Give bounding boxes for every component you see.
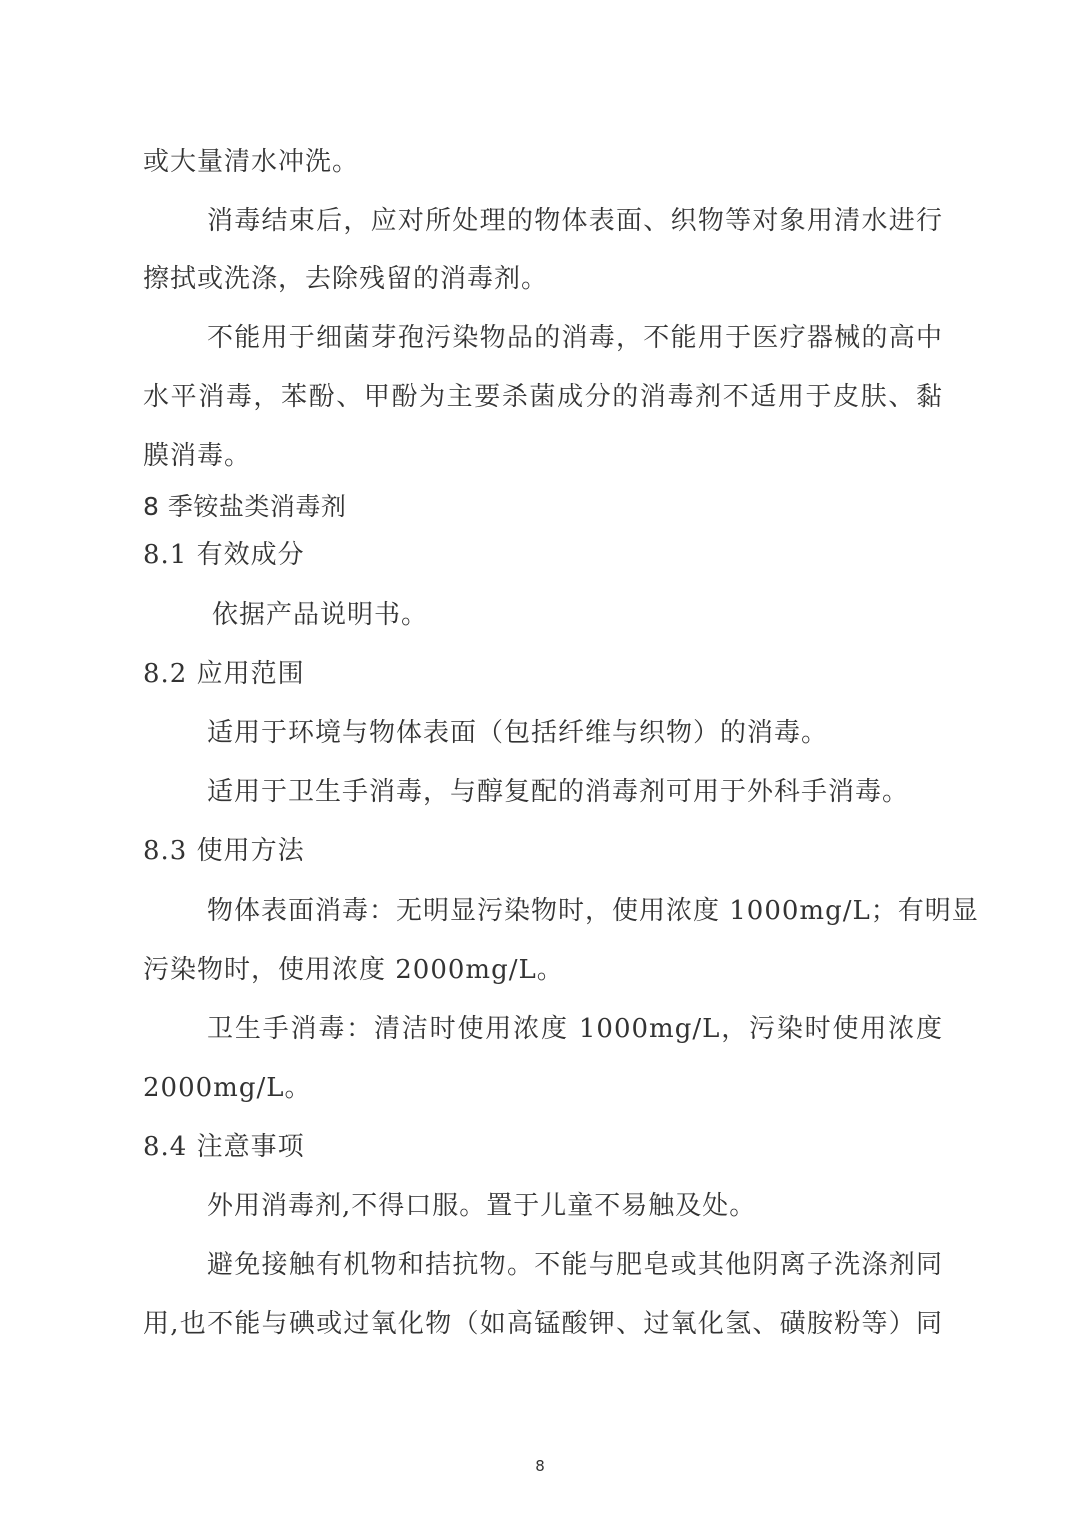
paragraph-line: 依据产品说明书。 [212,600,429,630]
paragraph-line: 水平消毒，苯酚、甲酚为主要杀菌成分的消毒剂不适用于皮肤、黏 [143,382,943,412]
paragraph-line: 擦拭或洗涤，去除残留的消毒剂。 [143,264,549,294]
paragraph-line: 物体表面消毒：无明显污染物时，使用浓度 1000mg/L；有明显 [207,896,979,926]
subsection-heading-8-2: 8.2 应用范围 [143,659,305,689]
paragraph-line: 膜消毒。 [143,441,252,471]
paragraph-line: 或大量清水冲洗。 [143,147,360,177]
page-number: 8 [535,1457,545,1475]
paragraph-line: 2000mg/L。 [143,1073,312,1103]
section-heading-8: 8 季铵盐类消毒剂 [143,492,347,521]
paragraph-line: 避免接触有机物和拮抗物。不能与肥皂或其他阴离子洗涤剂同 [207,1250,943,1280]
paragraph-line: 适用于环境与物体表面（包括纤维与织物）的消毒。 [207,718,829,748]
subsection-heading-8-3: 8.3 使用方法 [143,836,305,866]
subsection-heading-8-1: 8.1 有效成分 [143,540,305,570]
paragraph-line: 外用消毒剂,不得口服。置于儿童不易触及处。 [207,1191,757,1221]
paragraph-line: 消毒结束后，应对所处理的物体表面、织物等对象用清水进行 [207,206,943,236]
paragraph-line: 用,也不能与碘或过氧化物（如高锰酸钾、过氧化氢、磺胺粉等）同 [143,1309,943,1339]
paragraph-line: 卫生手消毒：清洁时使用浓度 1000mg/L，污染时使用浓度 [207,1014,943,1044]
paragraph-line: 不能用于细菌芽孢污染物品的消毒，不能用于医疗器械的高中 [207,323,943,353]
paragraph-line: 适用于卫生手消毒，与醇复配的消毒剂可用于外科手消毒。 [207,777,910,807]
subsection-heading-8-4: 8.4 注意事项 [143,1132,305,1162]
paragraph-line: 污染物时，使用浓度 2000mg/L。 [143,955,564,985]
